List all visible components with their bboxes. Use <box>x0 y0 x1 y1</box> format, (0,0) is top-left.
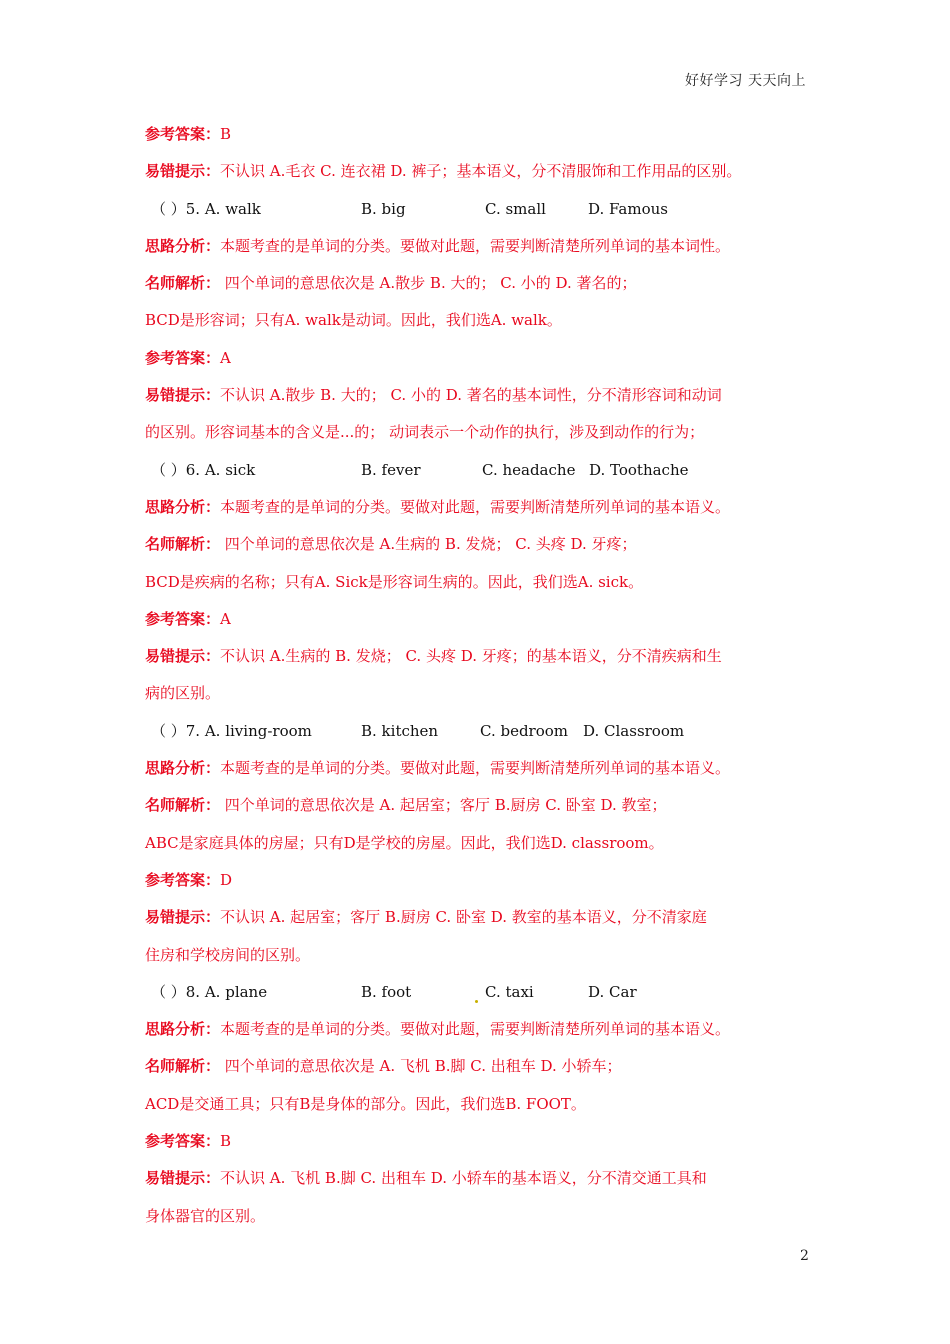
analysis-line: 名师解析： 四个单词的意思依次是 A.散步 B. 大的； C. 小的 D. 著名的； <box>145 274 637 293</box>
tip-line: 易错提示：不认识 A. 起居室；客厅 B.厨房 C. 卧室 D. 教室的基本语义，分不清家庭 <box>145 908 707 927</box>
approach-line: 思路分析：本题考查的是单词的分类。要做对此题，需要判断清楚所列单词的基本词性。 <box>145 236 731 255</box>
tip-line: 易错提示：不认识 A. 飞机 B.脚 C. 出租车 D. 小轿车的基本语义，分不清交通工具和 <box>145 1169 707 1188</box>
page-header: 好好学习 天天向上 <box>685 73 806 89</box>
tip-continuation: 住房和学校房间的区别。 <box>145 945 311 964</box>
answer-line: 参考答案：B <box>145 1132 232 1151</box>
tip-line: 易错提示：不认识 A.毛衣 C. 连衣裙 D. 裤子；基本语义，分不清服饰和工作用品的区别。 <box>145 162 742 181</box>
analysis-detail: ABC是家庭具体的房屋；只有D是学校的房屋。因此，我们选D. classroom。 <box>145 833 664 852</box>
tip-line: 易错提示：不认识 A.散步 B. 大的； C. 小的 D. 著名的基本词性，分不清形容词和动词 <box>145 386 722 405</box>
document-body <box>145 120 835 1239</box>
approach-line: 思路分析：本题考查的是单词的分类。要做对此题，需要判断清楚所列单词的基本语义。 <box>145 1020 731 1039</box>
tip-line: 易错提示：不认识 A.生病的 B. 发烧； C. 头疼 D. 牙疼；的基本语义，分不清疾病和生 <box>145 647 722 666</box>
analysis-detail: ACD是交通工具；只有B是身体的部分。因此，我们选B. FOOT。 <box>145 1094 586 1113</box>
tip-continuation: 的区别。形容词基本的含义是...的； 动词表示一个动作的执行，涉及到动作的行为； <box>145 423 705 442</box>
stray-dot <box>475 1000 478 1003</box>
question-8: （ ）8. A. plane B. foot C. taxi D. Car <box>151 982 637 1001</box>
page-number: 2 <box>800 1248 809 1264</box>
analysis-line: 名师解析： 四个单词的意思依次是 A. 飞机 B.脚 C. 出租车 D. 小轿车； <box>145 1057 622 1076</box>
analysis-detail: BCD是疾病的名称；只有A. Sick是形容词生病的。因此，我们选A. sick。 <box>145 572 644 591</box>
answer-line: 参考答案：A <box>145 348 231 367</box>
question-7: （ ）7. A. living-room B. kitchen C. bedroom D. Classroom <box>151 721 685 740</box>
approach-line: 思路分析：本题考查的是单词的分类。要做对此题，需要判断清楚所列单词的基本语义。 <box>145 497 731 516</box>
question-5: （ ）5. A. walk B. big C. small D. Famous <box>151 199 668 218</box>
answer-line: 参考答案：B <box>145 125 232 143</box>
answer-line: 参考答案：D <box>145 870 233 889</box>
tip-continuation: 身体器官的区别。 <box>145 1206 266 1225</box>
tip-continuation: 病的区别。 <box>145 684 221 703</box>
approach-line: 思路分析：本题考查的是单词的分类。要做对此题，需要判断清楚所列单词的基本语义。 <box>145 759 731 778</box>
question-6: （ ）6. A. sick B. fever C. headache D. Toothache <box>151 460 689 479</box>
analysis-line: 名师解析： 四个单词的意思依次是 A.生病的 B. 发烧； C. 头疼 D. 牙疼； <box>145 535 637 554</box>
analysis-line: 名师解析： 四个单词的意思依次是 A. 起居室；客厅 B.厨房 C. 卧室 D. 教室； <box>145 796 667 815</box>
answer-line: 参考答案：A <box>145 609 231 628</box>
analysis-detail: BCD是形容词；只有A. walk是动词。因此，我们选A. walk。 <box>145 311 562 330</box>
